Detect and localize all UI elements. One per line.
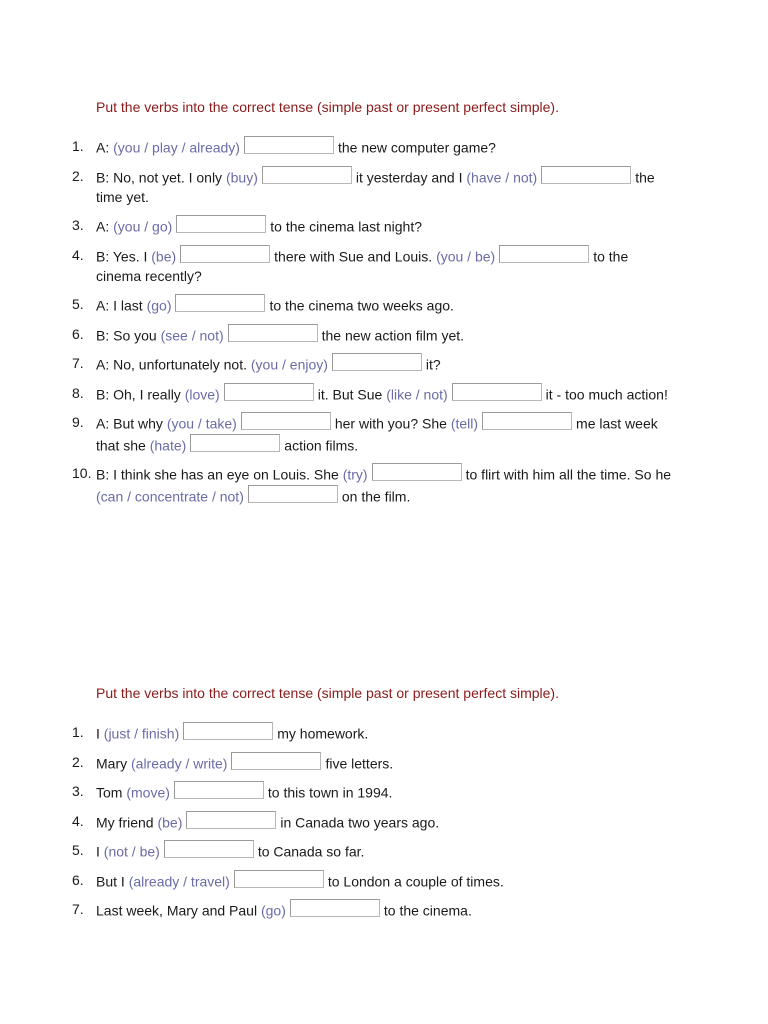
sentence-text: Tom (96, 784, 127, 801)
answer-input[interactable] (228, 324, 318, 342)
verb-hint: (hate) (149, 437, 187, 453)
exercise-item (72, 870, 672, 892)
sentence-text: on the film. (341, 488, 411, 504)
sentence-text: it. But Sue (317, 386, 387, 402)
exercise-2-title: Put the verbs into the correct tense (simple past or present perfect simple). (96, 685, 559, 701)
verb-hint: (can / concentrate / not) (96, 488, 244, 504)
item-number: 3. (72, 217, 84, 233)
verb-hint: (you / be) (436, 248, 496, 264)
sentence-text: to Canada so far. (257, 843, 365, 860)
sentence-text: My friend (96, 814, 158, 830)
exercise-2 (72, 684, 672, 929)
answer-input[interactable] (231, 752, 321, 770)
sentence-text: to the cinema last night? (270, 218, 423, 235)
answer-input[interactable] (332, 353, 422, 371)
answer-input[interactable] (452, 383, 542, 401)
verb-hint: (you / take) (166, 415, 237, 432)
sentence-text: B: So you (96, 327, 161, 343)
answer-input[interactable] (241, 412, 331, 430)
item-number: 3. (72, 783, 84, 799)
exercise-1-title: Put the verbs into the correct tense (simple past or present perfect simple). (96, 99, 559, 115)
item-number: 6. (72, 871, 84, 888)
exercise-item (72, 353, 672, 375)
sentence-text: B: I think she has an eye on Louis. She (96, 466, 343, 483)
answer-input[interactable] (174, 781, 264, 799)
sentence-text: to the cinema recently? (96, 248, 629, 284)
verb-hint: (go) (146, 297, 172, 314)
exercise-item (72, 166, 672, 208)
sentence-text: the time yet. (96, 169, 655, 205)
verb-hint: (tell) (450, 415, 479, 432)
item-number: 1. (72, 138, 84, 154)
sentence-text: But I (96, 873, 129, 889)
answer-input[interactable] (290, 899, 380, 917)
sentence-text: me last week that she (96, 415, 658, 453)
sentence-text: Mary (96, 755, 131, 771)
verb-hint: (buy) (225, 169, 258, 185)
answer-input[interactable] (164, 840, 254, 858)
sentence-text: A: But why (96, 415, 167, 432)
item-number: 5. (72, 296, 84, 312)
exercise-item (72, 294, 672, 316)
item-number: 7. (72, 355, 84, 371)
verb-hint: (not / be) (103, 843, 160, 860)
exercise-item (72, 245, 672, 287)
sentence-text: to this town in 1994. (267, 784, 393, 801)
sentence-text: five letters. (325, 755, 394, 771)
sentence-text: A: (96, 218, 114, 235)
exercise-item (72, 215, 672, 237)
sentence-text: B: Yes. I (96, 248, 152, 264)
verb-hint: (love) (184, 386, 220, 402)
exercise-1-list (72, 136, 672, 506)
verb-hint: (already / travel) (128, 873, 230, 889)
sentence-text: to flirt with him all the time. So he (465, 466, 672, 483)
answer-input[interactable] (482, 412, 572, 430)
answer-input[interactable] (234, 870, 324, 888)
item-number: 10. (72, 465, 92, 481)
sentence-text: Last week, Mary and Paul (96, 902, 261, 919)
item-number: 7. (72, 901, 84, 917)
verb-hint: (just / finish) (103, 725, 180, 742)
answer-input[interactable] (244, 136, 334, 154)
answer-input[interactable] (183, 722, 273, 740)
verb-hint: (see / not) (160, 327, 224, 343)
item-number: 8. (72, 384, 84, 401)
sentence-text: in Canada two years ago. (280, 814, 440, 830)
sentence-text: it - too much action! (545, 386, 668, 402)
verb-hint: (have / not) (466, 169, 538, 185)
exercise-item (72, 781, 672, 803)
exercise-item (72, 840, 672, 862)
sentence-text: B: No, not yet. I only (96, 169, 226, 185)
sentence-text: the new computer game? (337, 139, 496, 156)
sentence-text: action films. (284, 437, 359, 453)
sentence-text: B: Oh, I really (96, 386, 185, 402)
exercise-2-list (72, 722, 672, 921)
answer-input[interactable] (372, 463, 462, 481)
exercise-item (72, 811, 672, 833)
answer-input[interactable] (176, 215, 266, 233)
exercise-item (72, 136, 672, 158)
verb-hint: (like / not) (386, 386, 448, 402)
verb-hint: (go) (260, 902, 286, 919)
verb-hint: (be) (157, 814, 183, 830)
sentence-text: her with you? She (334, 415, 451, 432)
answer-input[interactable] (248, 485, 338, 503)
sentence-text: to the cinema two weeks ago. (269, 297, 454, 314)
item-number: 2. (72, 167, 84, 184)
answer-input[interactable] (262, 166, 352, 184)
item-number: 1. (72, 724, 84, 740)
sentence-text: to the cinema. (383, 902, 472, 919)
answer-input[interactable] (499, 245, 589, 263)
sentence-text: I (96, 725, 104, 742)
item-number: 4. (72, 246, 84, 263)
exercise-item (72, 324, 672, 346)
sentence-text: the new action film yet. (321, 327, 465, 343)
item-number: 6. (72, 325, 84, 342)
verb-hint: (try) (342, 466, 368, 483)
verb-hint: (you / enjoy) (250, 356, 328, 373)
verb-hint: (be) (151, 248, 177, 264)
exercise-item (72, 412, 672, 455)
sentence-text: I (96, 843, 104, 860)
answer-input[interactable] (541, 166, 631, 184)
exercise-item (72, 752, 672, 774)
answer-input[interactable] (180, 245, 270, 263)
sentence-text: it yesterday and I (355, 169, 467, 185)
verb-hint: (you / go) (113, 218, 173, 235)
item-number: 5. (72, 842, 84, 858)
exercise-item (72, 899, 672, 921)
verb-hint: (already / write) (131, 755, 228, 771)
sentence-text: A: (96, 139, 114, 156)
exercise-item (72, 383, 672, 405)
sentence-text: my homework. (277, 725, 369, 742)
answer-input[interactable] (175, 294, 265, 312)
sentence-text: A: I last (96, 297, 147, 314)
sentence-text: there with Sue and Louis. (274, 248, 437, 264)
sentence-text: A: No, unfortunately not. (96, 356, 251, 373)
item-number: 9. (72, 414, 84, 430)
verb-hint: (you / play / already) (113, 139, 240, 156)
answer-input[interactable] (224, 383, 314, 401)
answer-input[interactable] (186, 811, 276, 829)
exercise-item (72, 722, 672, 744)
sentence-text: it? (425, 356, 441, 373)
exercise-item (72, 463, 672, 506)
item-number: 4. (72, 812, 84, 829)
exercise-1 (72, 98, 672, 514)
verb-hint: (move) (126, 784, 170, 801)
sentence-text: to London a couple of times. (327, 873, 504, 889)
answer-input[interactable] (190, 434, 280, 452)
item-number: 2. (72, 753, 84, 770)
